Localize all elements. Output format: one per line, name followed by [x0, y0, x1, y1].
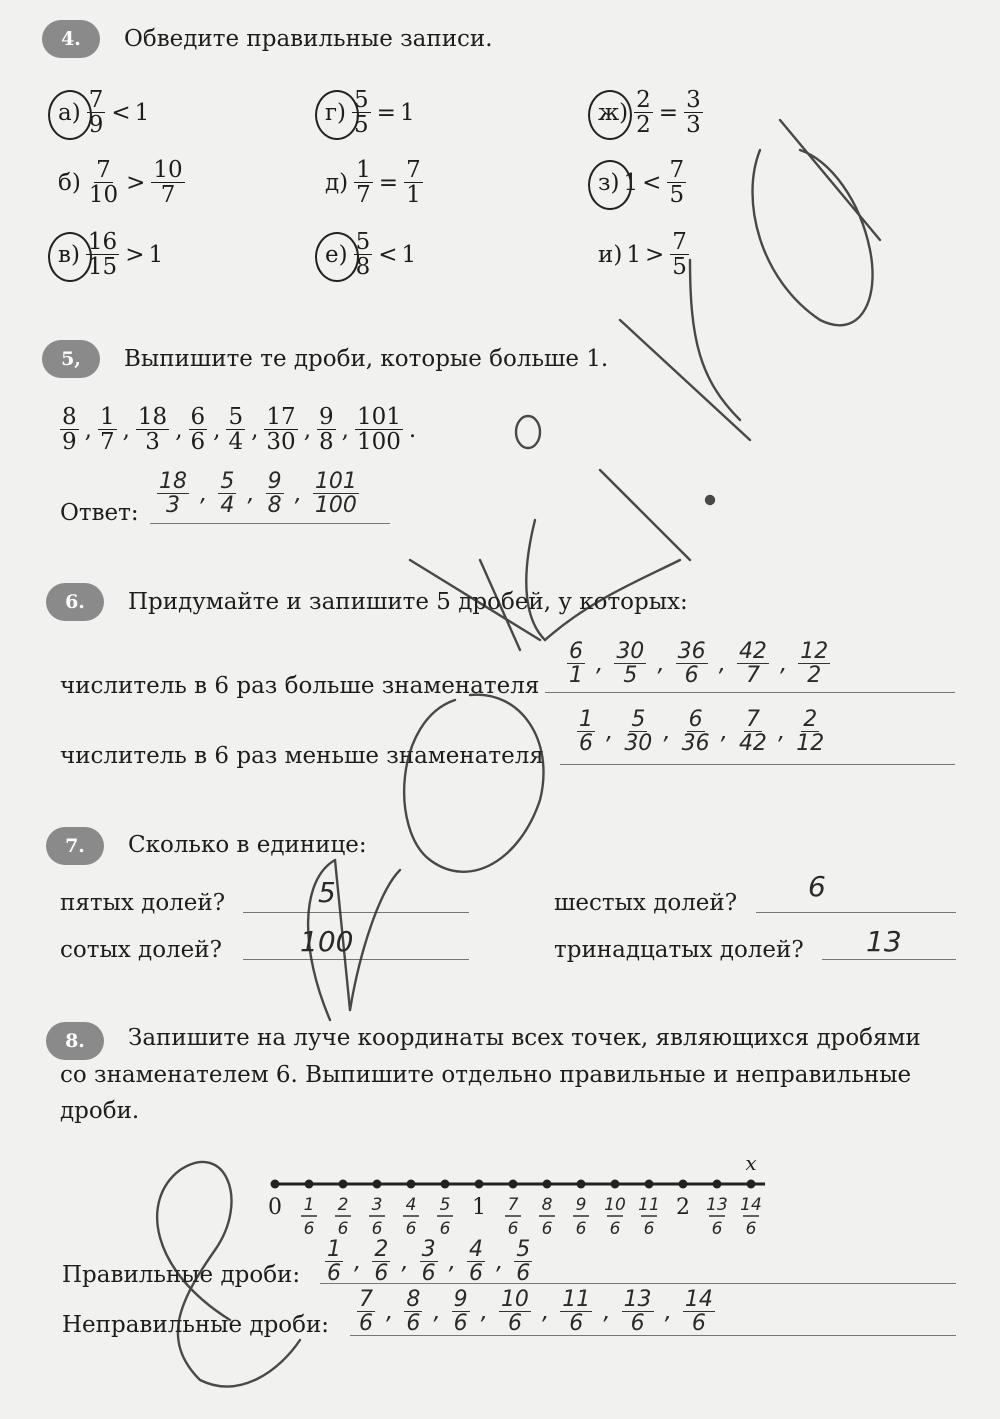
fraction [157, 470, 189, 517]
answer-line [545, 692, 955, 693]
task-5-number: 5, [42, 340, 100, 378]
fraction-denominator: 8 [355, 254, 371, 281]
fraction [218, 470, 236, 517]
separator: , [200, 480, 208, 507]
number: 1 [623, 169, 639, 196]
ray-point [577, 1180, 586, 1189]
task-6-row2-answers [570, 708, 831, 755]
fraction-denominator: 100 [314, 493, 357, 519]
fraction-denominator: 7 [160, 182, 176, 209]
axis-label: 0 [268, 1195, 282, 1220]
fraction-numerator: 18 [137, 404, 168, 430]
fraction-numerator: 5 [228, 404, 244, 430]
mark-numerator: 8 [541, 1195, 553, 1215]
separator: , [718, 650, 726, 677]
axis-variable: x [745, 1151, 757, 1175]
axis-label: 2 [676, 1195, 690, 1220]
mark-numerator: 2 [337, 1195, 349, 1215]
ray-point [713, 1180, 722, 1189]
fraction-numerator: 7 [745, 707, 760, 732]
fraction-numerator: 4 [468, 1237, 483, 1262]
fraction [577, 708, 595, 755]
separator: , [354, 1248, 362, 1275]
fraction [87, 158, 120, 207]
separator: , [657, 650, 665, 677]
fraction-numerator: 42 [738, 639, 767, 664]
task-6-row2-label: числитель в 6 раз меньше знаменателя [60, 743, 544, 769]
separator: , [122, 416, 130, 443]
fraction-numerator: 13 [623, 1287, 652, 1312]
fraction-numerator: 30 [616, 639, 645, 664]
mark-numerator: 11 [638, 1195, 660, 1215]
number: 1 [401, 241, 417, 268]
fraction-numerator: 7 [406, 157, 421, 183]
separator: , [664, 1298, 672, 1325]
answer-line [822, 959, 956, 960]
operator: < [111, 99, 131, 126]
item-label: е) [325, 241, 348, 268]
mark-denominator: 6 [303, 1219, 315, 1239]
fraction [737, 640, 769, 687]
fraction [317, 405, 336, 454]
mark-numerator: 3 [371, 1195, 383, 1215]
question-fifths: пятых долей? [60, 890, 226, 916]
fraction [189, 405, 208, 454]
task-5-fraction-list [58, 405, 416, 454]
fraction-denominator: 7 [356, 182, 371, 209]
question-hundredths: сотых долей? [60, 937, 222, 963]
fraction-denominator: 5 [672, 254, 687, 281]
separator: , [84, 416, 92, 443]
ray-point [271, 1180, 280, 1189]
separator: , [386, 1298, 394, 1325]
fraction [670, 230, 689, 279]
task-8-title-line2: со знаменателем 6. Выпишите отдельно правильные и неправильные [60, 1062, 912, 1088]
proper-fractions-answer [318, 1238, 539, 1285]
fraction-denominator: 6 [406, 1311, 421, 1337]
fraction-denominator: 6 [684, 663, 699, 689]
answer-thirteenths: 13 [866, 925, 902, 958]
fraction-denominator: 3 [166, 493, 180, 519]
fraction-denominator: 1 [406, 182, 421, 209]
task-8-title-line1: Запишите на луче координаты всех точек, являющихся дробями [128, 1025, 921, 1051]
fraction [514, 1238, 532, 1285]
fraction-numerator: 16 [87, 229, 118, 255]
fraction-numerator: 2 [803, 707, 818, 732]
fraction [739, 708, 767, 755]
fraction [624, 708, 652, 755]
fraction-denominator: 6 [421, 1261, 436, 1287]
mark-numerator: 7 [507, 1195, 519, 1215]
fraction [467, 1238, 485, 1285]
ray-point [611, 1180, 620, 1189]
fraction-denominator: 3 [145, 429, 160, 456]
fraction-numerator: 14 [684, 1287, 713, 1312]
separator: , [495, 1248, 504, 1275]
separator: , [175, 416, 183, 443]
fraction-numerator: 7 [669, 157, 685, 183]
fraction-numerator: 5 [220, 469, 235, 494]
fraction-numerator: 6 [569, 639, 583, 664]
operator: > [644, 241, 665, 268]
answer-line [150, 523, 390, 524]
separator: , [294, 480, 302, 507]
mark-denominator: 6 [711, 1219, 723, 1239]
fraction [420, 1238, 438, 1285]
task-5-answer [150, 470, 366, 517]
fraction-numerator: 3 [686, 87, 701, 113]
fraction-denominator: 6 [327, 1261, 341, 1287]
fraction [266, 470, 284, 517]
mark-denominator: 6 [745, 1219, 757, 1239]
task-7-title: Сколько в единице: [128, 832, 367, 858]
fraction [667, 158, 686, 207]
fraction-denominator: 12 [796, 731, 825, 757]
fraction-denominator: 1 [569, 663, 583, 689]
ray-point [543, 1180, 552, 1189]
fraction-denominator: 6 [630, 1311, 645, 1337]
fraction-numerator: 12 [800, 639, 829, 664]
separator: , [606, 718, 614, 745]
task-5-answer-label: Ответ: [60, 500, 139, 526]
fraction [60, 405, 79, 454]
ray-point [645, 1180, 654, 1189]
fraction-denominator: 6 [691, 1311, 706, 1337]
item-label: б) [58, 169, 81, 196]
fraction-denominator: 100 [356, 429, 401, 456]
question-thirteenths: тринадцатых долей? [554, 937, 804, 963]
fraction [404, 158, 423, 207]
fraction-denominator: 5 [669, 182, 685, 209]
fraction-denominator: 6 [507, 1311, 522, 1337]
answer-line [243, 959, 469, 960]
fraction-denominator: 30 [624, 731, 653, 757]
fraction-numerator: 7 [672, 229, 687, 255]
answer-circle [48, 232, 92, 282]
fraction-denominator: 10 [88, 182, 119, 209]
operator: < [642, 169, 662, 196]
fraction [355, 405, 403, 454]
fraction-denominator: 3 [686, 112, 701, 139]
fraction [98, 405, 117, 454]
proper-fractions-label: Правильные дроби: [62, 1262, 301, 1288]
fraction [560, 1288, 592, 1335]
fraction [684, 88, 703, 137]
improper-fractions-label: Неправильные дроби: [62, 1312, 330, 1338]
separator: . [408, 416, 417, 443]
fraction-numerator: 9 [319, 404, 334, 430]
fraction-denominator: 6 [468, 1261, 483, 1287]
answer-line [560, 764, 955, 765]
mark-denominator: 6 [439, 1219, 451, 1239]
task-6-title: Придумайте и запишите 5 дробей, у которых: [128, 589, 688, 615]
fraction-numerator: 6 [688, 707, 703, 732]
fraction [622, 1288, 654, 1335]
separator: , [341, 416, 349, 443]
number: 1 [148, 241, 164, 268]
separator: , [480, 1298, 488, 1325]
fraction-denominator: 15 [87, 254, 118, 281]
mark-denominator: 6 [507, 1219, 519, 1239]
operator: > [125, 241, 145, 268]
fraction-numerator: 8 [406, 1287, 421, 1312]
fraction-numerator: 101 [314, 469, 357, 494]
mark-numerator: 1 [303, 1195, 315, 1215]
fraction [567, 640, 585, 687]
fraction [226, 405, 245, 454]
fraction-denominator: 6 [359, 1311, 373, 1337]
mark-denominator: 6 [575, 1219, 587, 1239]
separator: , [251, 416, 259, 443]
number-ray [255, 1150, 785, 1250]
fraction-numerator: 1 [579, 707, 593, 732]
task-6-row1-label: числитель в 6 раз больше знаменателя [60, 673, 540, 699]
number: 1 [134, 99, 150, 126]
answer-circle [315, 232, 359, 282]
fraction-numerator: 3 [421, 1237, 436, 1262]
fraction-denominator: 42 [738, 731, 767, 757]
fraction-numerator: 2 [636, 87, 651, 113]
fraction-numerator: 10 [500, 1287, 529, 1312]
fraction-denominator: 5 [354, 112, 369, 139]
fraction [264, 405, 297, 454]
fraction [676, 640, 708, 687]
fraction-numerator: 7 [88, 87, 104, 113]
fraction-denominator: 8 [267, 493, 282, 519]
mark-denominator: 6 [337, 1219, 349, 1239]
item-label: и) [598, 241, 623, 268]
separator: , [303, 416, 311, 443]
ray-point [509, 1180, 518, 1189]
mark-denominator: 6 [405, 1219, 417, 1239]
fraction [404, 1288, 422, 1335]
fraction-numerator: 5 [355, 229, 371, 255]
number: 1 [626, 241, 641, 268]
fraction [452, 1288, 470, 1335]
fraction-denominator: 9 [62, 429, 77, 456]
item-label: ж) [598, 99, 629, 126]
fraction-numerator: 8 [62, 404, 77, 430]
fraction-numerator: 6 [190, 404, 206, 430]
answer-circle [588, 90, 632, 140]
mark-numerator: 5 [439, 1195, 451, 1215]
operator: > [126, 169, 146, 196]
separator: , [779, 650, 788, 677]
fraction-numerator: 7 [359, 1287, 373, 1312]
improper-fractions-answer [350, 1288, 722, 1335]
operator: = [378, 169, 399, 196]
ray-point [441, 1180, 450, 1189]
fraction [325, 1238, 343, 1285]
separator: , [603, 1298, 611, 1325]
fraction-numerator: 2 [374, 1237, 389, 1262]
mark-numerator: 10 [604, 1195, 626, 1215]
fraction-numerator: 101 [356, 404, 401, 430]
separator: , [596, 650, 604, 677]
answer-circle [48, 90, 92, 140]
fraction-denominator: 6 [374, 1261, 389, 1287]
fraction-numerator: 1 [356, 157, 371, 183]
fraction [313, 470, 359, 517]
ray-point [679, 1180, 688, 1189]
fraction-numerator: 11 [562, 1287, 591, 1312]
comparison-item [325, 158, 425, 207]
fraction [683, 1288, 715, 1335]
number: 1 [399, 99, 415, 126]
task-6-row1-answers [560, 640, 837, 687]
fraction-denominator: 7 [99, 429, 115, 456]
mark-denominator: 6 [541, 1219, 553, 1239]
ray-point [339, 1180, 348, 1189]
fraction [798, 640, 830, 687]
fraction [499, 1288, 531, 1335]
task-8-title-line3: дроби. [60, 1098, 140, 1124]
fraction-numerator: 7 [96, 157, 111, 183]
fraction-denominator: 2 [807, 663, 822, 689]
fraction [796, 708, 824, 755]
separator: , [433, 1298, 441, 1325]
task-4-number: 4. [42, 20, 100, 58]
fraction-numerator: 5 [516, 1237, 531, 1262]
fraction-numerator: 18 [159, 469, 187, 494]
separator: , [401, 1248, 409, 1275]
comparison-item [58, 158, 187, 207]
fraction-numerator: 17 [266, 404, 296, 430]
fraction [151, 158, 184, 207]
separator: , [541, 1298, 550, 1325]
mark-denominator: 6 [609, 1219, 621, 1239]
mark-denominator: 6 [371, 1219, 383, 1239]
task-7-number: 7. [46, 827, 104, 865]
answer-circle [588, 160, 632, 210]
separator: , [777, 718, 786, 745]
separator: , [247, 480, 255, 507]
mark-numerator: 4 [405, 1195, 417, 1215]
answer-hundredths: 100 [300, 925, 354, 958]
answer-line [243, 912, 469, 913]
fraction [372, 1238, 390, 1285]
ray-point [373, 1180, 382, 1189]
fraction-denominator: 4 [220, 493, 235, 519]
task-6-number: 6. [46, 583, 104, 621]
fraction-denominator: 30 [266, 429, 296, 456]
fraction-denominator: 2 [636, 112, 651, 139]
separator: , [720, 718, 728, 745]
fraction [136, 405, 169, 454]
operator: = [376, 99, 396, 126]
question-sixths: шестых долей? [554, 890, 738, 916]
answer-line [756, 912, 956, 913]
item-label: а) [58, 99, 81, 126]
fraction-numerator: 1 [327, 1237, 341, 1262]
ray-point [475, 1180, 484, 1189]
task-8-number: 8. [46, 1022, 104, 1060]
fraction-denominator: 7 [745, 663, 760, 689]
mark-numerator: 14 [740, 1195, 762, 1215]
ray-point [305, 1180, 314, 1189]
ray-point [407, 1180, 416, 1189]
axis-label: 1 [472, 1195, 486, 1220]
fraction-denominator: 6 [516, 1261, 531, 1287]
task-5-title: Выпишите те дроби, которые больше 1. [124, 346, 609, 372]
mark-numerator: 13 [706, 1195, 728, 1215]
fraction [614, 640, 646, 687]
fraction-denominator: 36 [681, 731, 710, 757]
fraction-numerator: 1 [99, 404, 115, 430]
comparison-item [598, 230, 691, 279]
fraction [354, 158, 373, 207]
fraction-numerator: 9 [453, 1287, 468, 1312]
item-label: в) [58, 241, 80, 268]
fraction-numerator: 5 [631, 707, 646, 732]
fraction-denominator: 6 [190, 429, 206, 456]
fraction-denominator: 6 [569, 1311, 584, 1337]
separator: , [448, 1248, 456, 1275]
fraction-denominator: 6 [453, 1311, 468, 1337]
item-label: г) [325, 99, 347, 126]
fraction-numerator: 5 [354, 87, 369, 113]
task-4-title: Обведите правильные записи. [124, 26, 493, 52]
fraction-denominator: 6 [579, 731, 593, 757]
fraction [682, 708, 710, 755]
item-label: з) [598, 169, 620, 196]
operator: = [658, 99, 679, 126]
fraction-denominator: 9 [88, 112, 104, 139]
fraction-numerator: 9 [267, 469, 282, 494]
fraction-numerator: 36 [677, 639, 706, 664]
separator: , [213, 416, 221, 443]
mark-numerator: 9 [575, 1195, 587, 1215]
fraction-denominator: 4 [228, 429, 244, 456]
fraction [357, 1288, 375, 1335]
ray-point [747, 1180, 756, 1189]
answer-fifths: 5 [318, 876, 336, 909]
fraction-denominator: 8 [319, 429, 334, 456]
item-label: д) [325, 169, 349, 196]
operator: < [378, 241, 398, 268]
answer-sixths: 6 [808, 870, 826, 903]
fraction-denominator: 5 [623, 663, 638, 689]
fraction-numerator: 10 [153, 157, 183, 183]
answer-circle [315, 90, 359, 140]
mark-denominator: 6 [643, 1219, 655, 1239]
separator: , [663, 718, 671, 745]
fraction [634, 88, 653, 137]
